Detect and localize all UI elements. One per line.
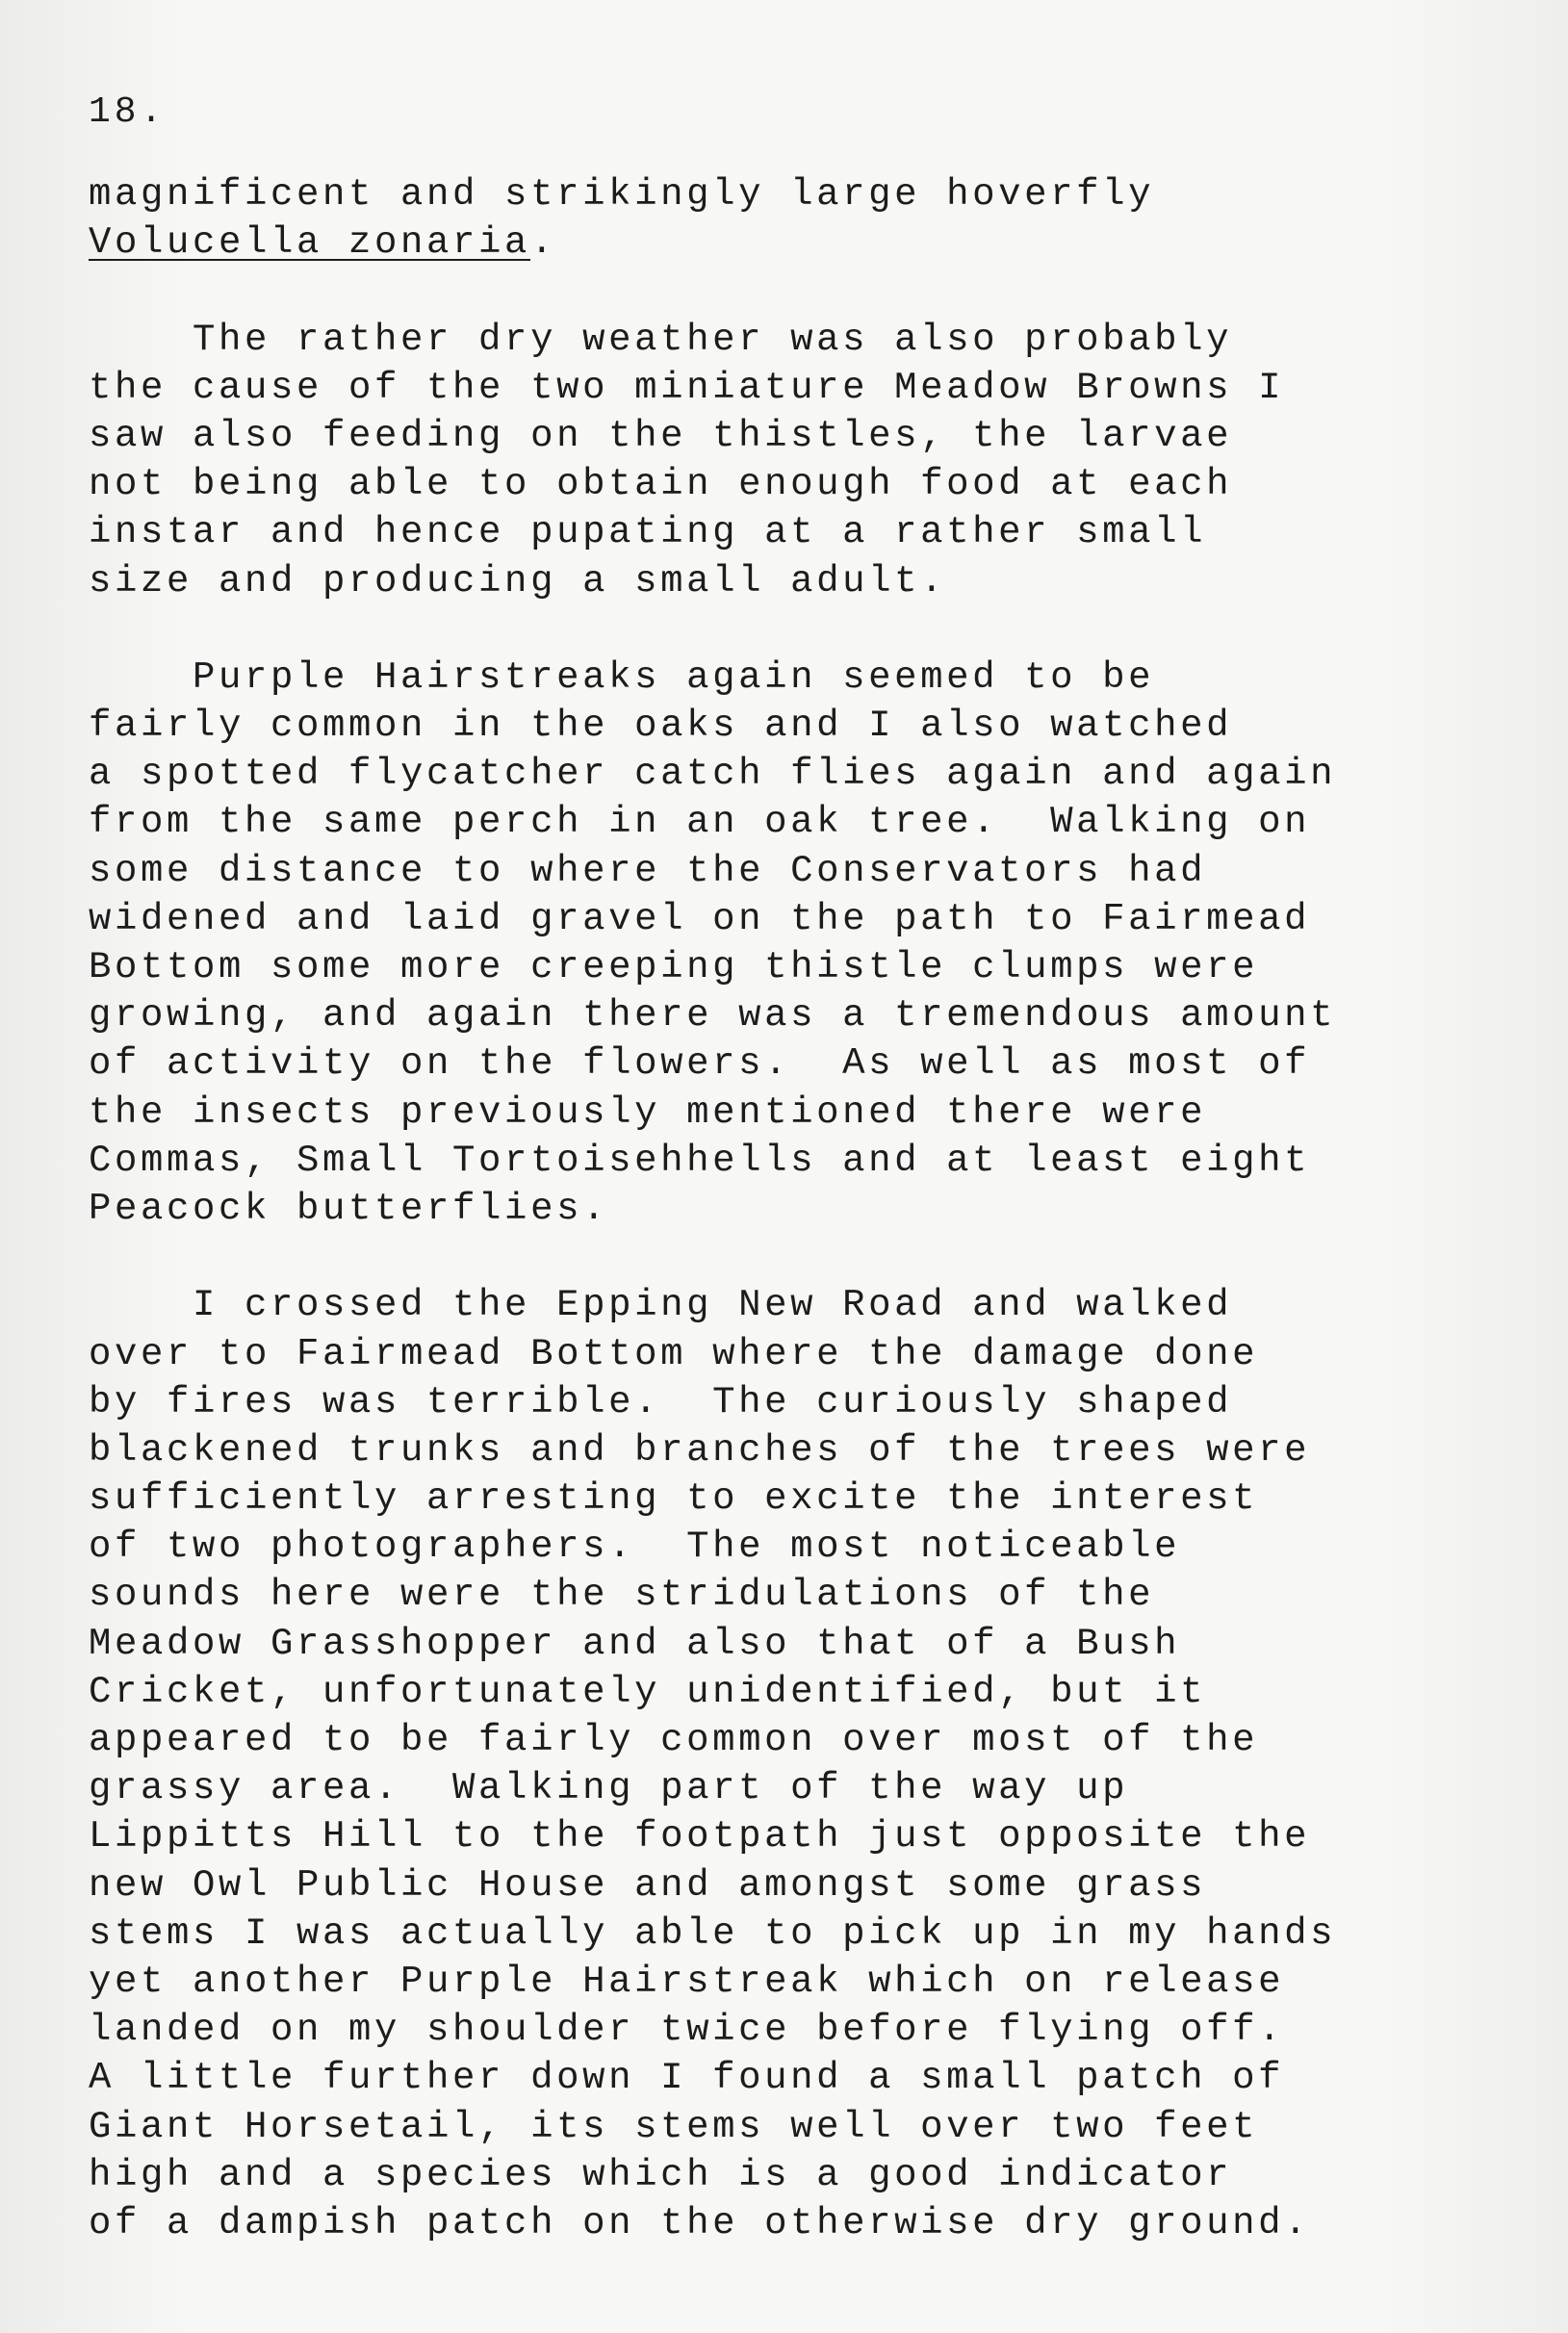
- text-line: Peacock butterflies.: [89, 1187, 609, 1230]
- text-line: over to Fairmead Bottom where the damage done: [89, 1332, 1259, 1375]
- text-line: grassy area. Walking part of the way up: [89, 1767, 1129, 1810]
- text-line: Bottom some more creeping thistle clumps were: [89, 946, 1259, 988]
- text-line: some distance to where the Conservators had: [89, 849, 1207, 892]
- text-line: new Owl Public House and amongst some grass: [89, 1863, 1207, 1907]
- text-line: the cause of the two miniature Meadow Browns I: [89, 366, 1285, 409]
- text-line: of a dampish patch on the otherwise dry ground.: [89, 2201, 1311, 2244]
- text-line: growing, and again there was a tremendous amount: [89, 994, 1337, 1038]
- text-line: high and a species which is a good indicator: [89, 2153, 1233, 2196]
- text-line: size and producing a small adult.: [89, 559, 947, 602]
- text-line: sounds here were the stridulations of the: [89, 1574, 1155, 1617]
- sentence-end: .: [530, 221, 557, 265]
- text-line: magnificent and strikingly large hoverfly: [89, 173, 1155, 216]
- text-line: Meadow Grasshopper and also that of a Bush: [89, 1622, 1181, 1665]
- text-line: appeared to be fairly common over most of the: [89, 1719, 1259, 1761]
- text-line: I crossed the Epping New Road and walked: [89, 1284, 1233, 1327]
- text-line: blackened trunks and branches of the trees were: [89, 1428, 1311, 1472]
- text-line: by fires was terrible. The curiously shaped: [89, 1380, 1233, 1423]
- text-line: widened and laid gravel on the path to Fairmead: [89, 897, 1311, 940]
- text-line: not being able to obtain enough food at each: [89, 463, 1233, 506]
- text-line: landed on my shoulder twice before flying off.: [89, 2009, 1285, 2052]
- text-line: stems I was actually able to pick up in my hands: [89, 1911, 1337, 1955]
- text-line: from the same perch in an oak tree. Walking on: [89, 801, 1311, 844]
- text-line: fairly common in the oaks and I also watched: [89, 705, 1233, 748]
- text-line: the insects previously mentioned there were: [89, 1090, 1207, 1134]
- text-line: Purple Hairstreaks again seemed to be: [89, 655, 1155, 699]
- text-line: of two photographers. The most noticeable: [89, 1525, 1181, 1569]
- text-line: Giant Horsetail, its stems well over two feet: [89, 2105, 1259, 2148]
- species-name: Volucella zonaria: [89, 221, 531, 265]
- text-line: A little further down I found a small patch of: [89, 2057, 1285, 2100]
- text-line: of activity on the flowers. As well as most of: [89, 1042, 1311, 1086]
- text-line: Commas, Small Tortoisehhells and at least eight: [89, 1139, 1311, 1182]
- text-line: Lippitts Hill to the footpath just opposite the: [89, 1815, 1311, 1859]
- text-line: yet another Purple Hairstreak which on release: [89, 1960, 1285, 2003]
- body-text: [89, 170, 1513, 2247]
- text-line: Cricket, unfortunately unidentified, but it: [89, 1670, 1207, 1713]
- page-number: 18.: [89, 91, 167, 133]
- text-line: a spotted flycatcher catch flies again and again: [89, 753, 1337, 796]
- text-line: The rather dry weather was also probably: [89, 318, 1233, 361]
- text-line: instar and hence pupating at a rather small: [89, 511, 1207, 554]
- text-line: sufficiently arresting to excite the interest: [89, 1477, 1259, 1521]
- text-line: [89, 218, 1513, 267]
- text-line: saw also feeding on the thistles, the larvae: [89, 414, 1233, 457]
